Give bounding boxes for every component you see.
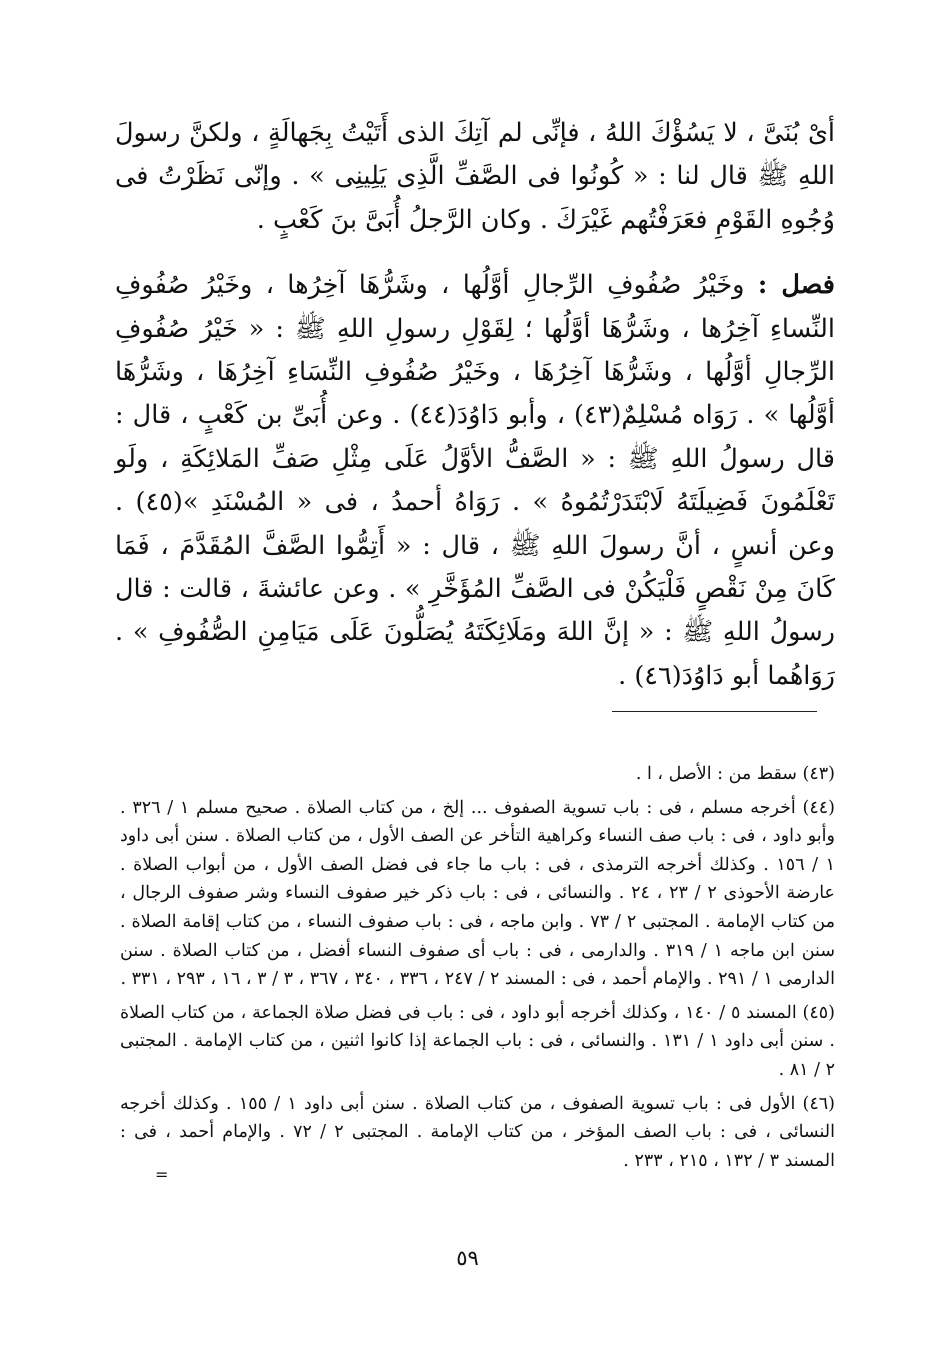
footnote: (٤٥) المسند ٥ / ١٤٠ ، وكذلك أخرجه أبو داود ، فى : باب فى فضل صلاة الجماعة ، من كتاب الصلاة . سنن أبى داود ١ / ١٣١ . والنسائى ، فى : باب الجماعة إذا كانوا اثنين ، من كتاب الإمامة . المجتبى ٢ / ٨١ .	[120, 1002, 835, 1080]
continuation-mark: =	[155, 1165, 169, 1184]
paragraph-text: وخَيْرُ صُفُوفِ الرِّجالِ أوَّلُها ، وشَرُّهَا آخِرُها ، وخَيْرُ صُفُوفِ النِّساءِ آخِرُها ، وشَرُّهَا أوَّلُها ؛ لِقَوْلِ رسولِ اللهِ ﷺ : « خَيْرُ صُفُوفِ الرِّجالِ أوَّلُها ، وشَرُّهَا آخِرُهَا ، وخَيْرُ صُفُوفِ النِّسَاءِ آخِرُهَا ، وشَرُّهَا أوَّلُها » . رَوَاه مُسْلِمٌ(٤٣) ، وأبو دَاوُدَ(٤٤) . وعن أُبَىِّ بن كَعْبٍ ، قال : قال رسولُ اللهِ ﷺ : « الصَّفُّ الأوَّلُ عَلَى مِثْلِ صَفِّ المَلائِكَةِ ، ولَو تَعْلَمُونَ فَضِيلَتَهُ لَابْتَدَرْتُمُوهُ » . رَوَاهُ أحمدُ ، فى « المُسْنَدِ »(٤٥) . وعن أنسٍ ، أنَّ رسولَ اللهِ ﷺ ، قال : « أَتِمُّوا الصَّفَّ المُقَدَّمَ ، فَمَا كَانَ مِنْ نَقْصٍ فَلْيَكُنْ فى الصَّفِّ المُؤَخَّرِ » . وعن عائشةَ ، قالت : قال رسولُ اللهِ ﷺ : « إنَّ اللهَ ومَلَائِكَتَهُ يُصَلُّونَ عَلَى مَيَامِنِ الصُّفُوفِ » . رَوَاهُما أبو دَاوُدَ(٤٦) .	[115, 270, 835, 691]
footnote: (٤٤) أخرجه مسلم ، فى : باب تسوية الصفوف ... إلخ ، من كتاب الصلاة . صحيح مسلم ١ / ٣٢٦ . وأبو داود ، فى : باب صف النساء وكراهية التأخر عن الصف الأول ، من كتاب الصلاة . سنن أبى داود ١ / ١٥٦ . وكذلك أخرجه الترمذى ، فى : باب ما جاء فى فضل الصف الأول ، من أبواب الصلاة . عارضة الأحوذى ٢ / ٢٣ ، ٢٤ . والنسائى ، فى : باب ذكر خير صفوف النساء وشر صفوف الرجال ، من كتاب الإمامة . المجتبى ٢ / ٧٣ . وابن ماجه ، فى : باب صفوف النساء ، من كتاب إقامة الصلاة . سنن ابن ماجه ١ / ٣١٩ . والدارمى ، فى : باب أى صفوف النساء أفضل ، من كتاب الصلاة . سنن الدارمى ١ / ٢٩١ . والإمام أحمد ، فى : المسند ٢ / ٢٤٧ ، ٣٣٦ ، ٣٤٠ ، ٣٦٧ ، ٣ / ٣ ، ١٦ ، ٢٩٣ ، ٣٣١ .	[120, 797, 835, 990]
footnote: (٤٦) الأول فى : باب تسوية الصفوف ، من كتاب الصلاة . سنن أبى داود ١ / ١٥٥ . وكذلك أخرجه النسائى ، فى : باب الصف المؤخر ، من كتاب الإمامة . المجتبى ٢ / ٧٢ . والإمام أحمد ، فى : المسند ٣ / ١٣٢ ، ٢١٥ ، ٢٣٣ .	[120, 1093, 835, 1171]
main-text	[115, 112, 835, 698]
paragraph-fasl	[115, 264, 835, 698]
paragraph: أىْ بُنَىَّ ، لا يَسُؤْكَ اللهُ ، فإنِّى لم آتِكَ الذى أَتَيْتُ بِجَهالَةٍ ، ولكنَّ رسولَ اللهِ ﷺ قال لنا : « كُونُوا فى الصَّفِّ الَّذِى يَلِينِى » . وإنّى نَظَرْتُ فى وُجُوهِ القَوْمِ فعَرَفْتُهم غَيْرَكَ . وكان الرَّجلُ أُبَىَّ بنَ كَعْبٍ .	[115, 118, 835, 235]
footnote: (٤٣) سقط من : الأصل ، ا .	[635, 764, 835, 784]
footnotes	[120, 760, 835, 1180]
section-heading: فصل :	[757, 270, 835, 301]
footnote-separator	[612, 711, 817, 712]
page-number: ٥٩	[456, 1246, 479, 1270]
